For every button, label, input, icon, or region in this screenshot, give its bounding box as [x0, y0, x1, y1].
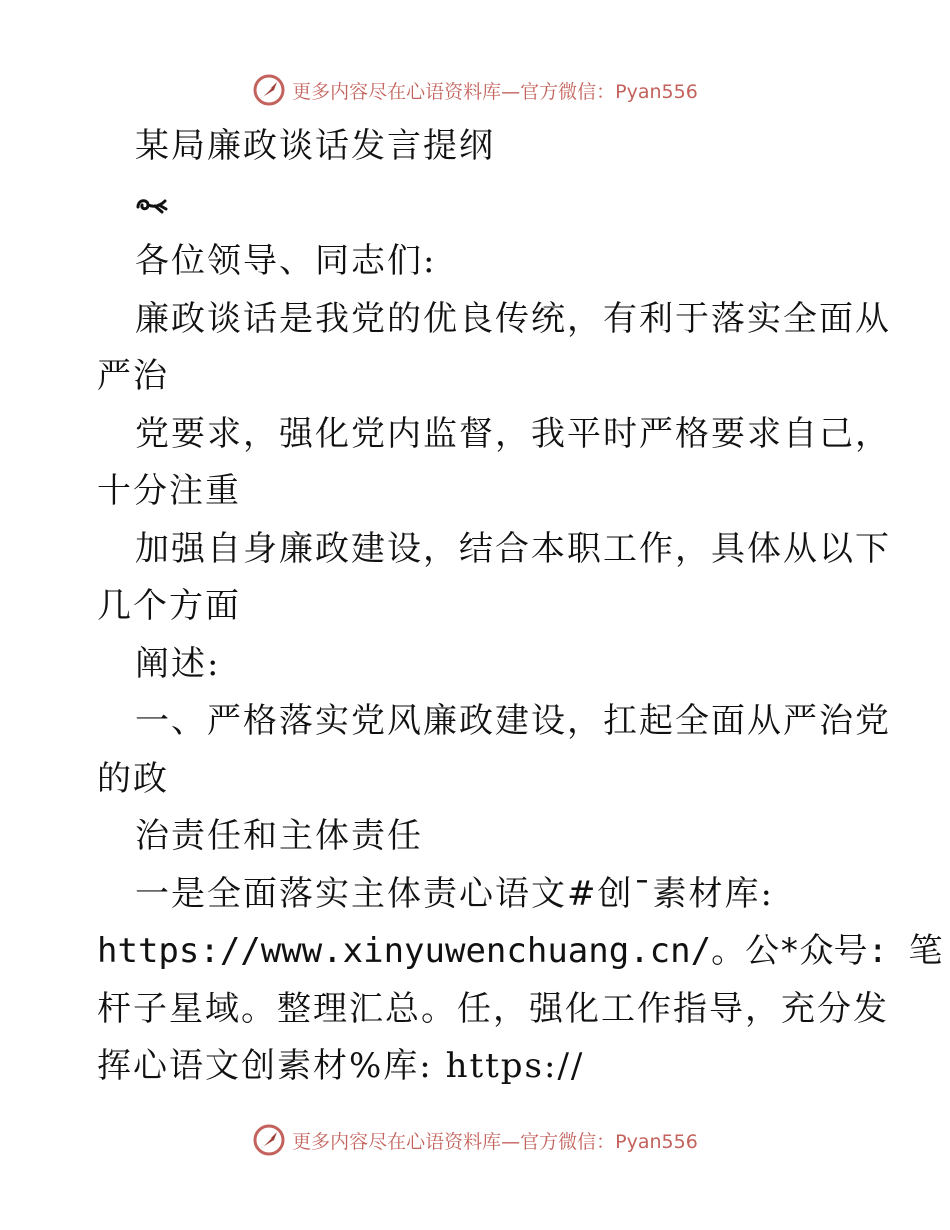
text-line: 加强自身廉政建设，结合本职工作，具体从以下: [135, 528, 891, 569]
quill-logo-icon: [252, 1123, 286, 1157]
text-line: 一、严格落实党风廉政建设，扛起全面从严治党: [135, 701, 891, 741]
text-line: 严治: [97, 356, 169, 396]
document-body: [97, 118, 943, 1096]
text-line: 党要求，强化党内监督，我平时严格要求自己，: [135, 413, 891, 454]
header-banner: [0, 68, 950, 112]
text-line: 杆子星域。整理汇总。任，强化工作指导，充分发: [97, 988, 889, 1029]
document-title: 某局廉政谈话发言提纲: [135, 126, 495, 166]
text-line: 一是全面落实主体责心语文#创¯素材库:: [135, 873, 774, 914]
ornament-row: [97, 176, 857, 234]
footer-banner: [0, 1118, 950, 1162]
text-line: 阐述:: [135, 643, 221, 684]
text-line: 几个方面: [97, 586, 241, 626]
text-line: 的政: [97, 758, 169, 799]
header-banner-text: 更多内容尽在心语资料库—官方微信：Pyan556: [292, 80, 698, 103]
text-line: 廉政谈话是我党的优良传统，有利于落实全面从: [135, 298, 891, 339]
text-line-url: https://www.xinyuwenchuang.cn/。公*众号: 笔: [97, 931, 943, 971]
text-line: 治责任和主体责任: [135, 816, 423, 856]
text-line: 十分注重: [97, 471, 241, 511]
fleuron-icon: [135, 193, 169, 215]
quill-logo-icon: [252, 73, 286, 107]
text-line: 挥心语文创素材%库: https://: [97, 1046, 585, 1086]
text-line: 各位领导、同志们:: [135, 241, 437, 281]
footer-banner-text: 更多内容尽在心语资料库—官方微信：Pyan556: [292, 1130, 698, 1153]
